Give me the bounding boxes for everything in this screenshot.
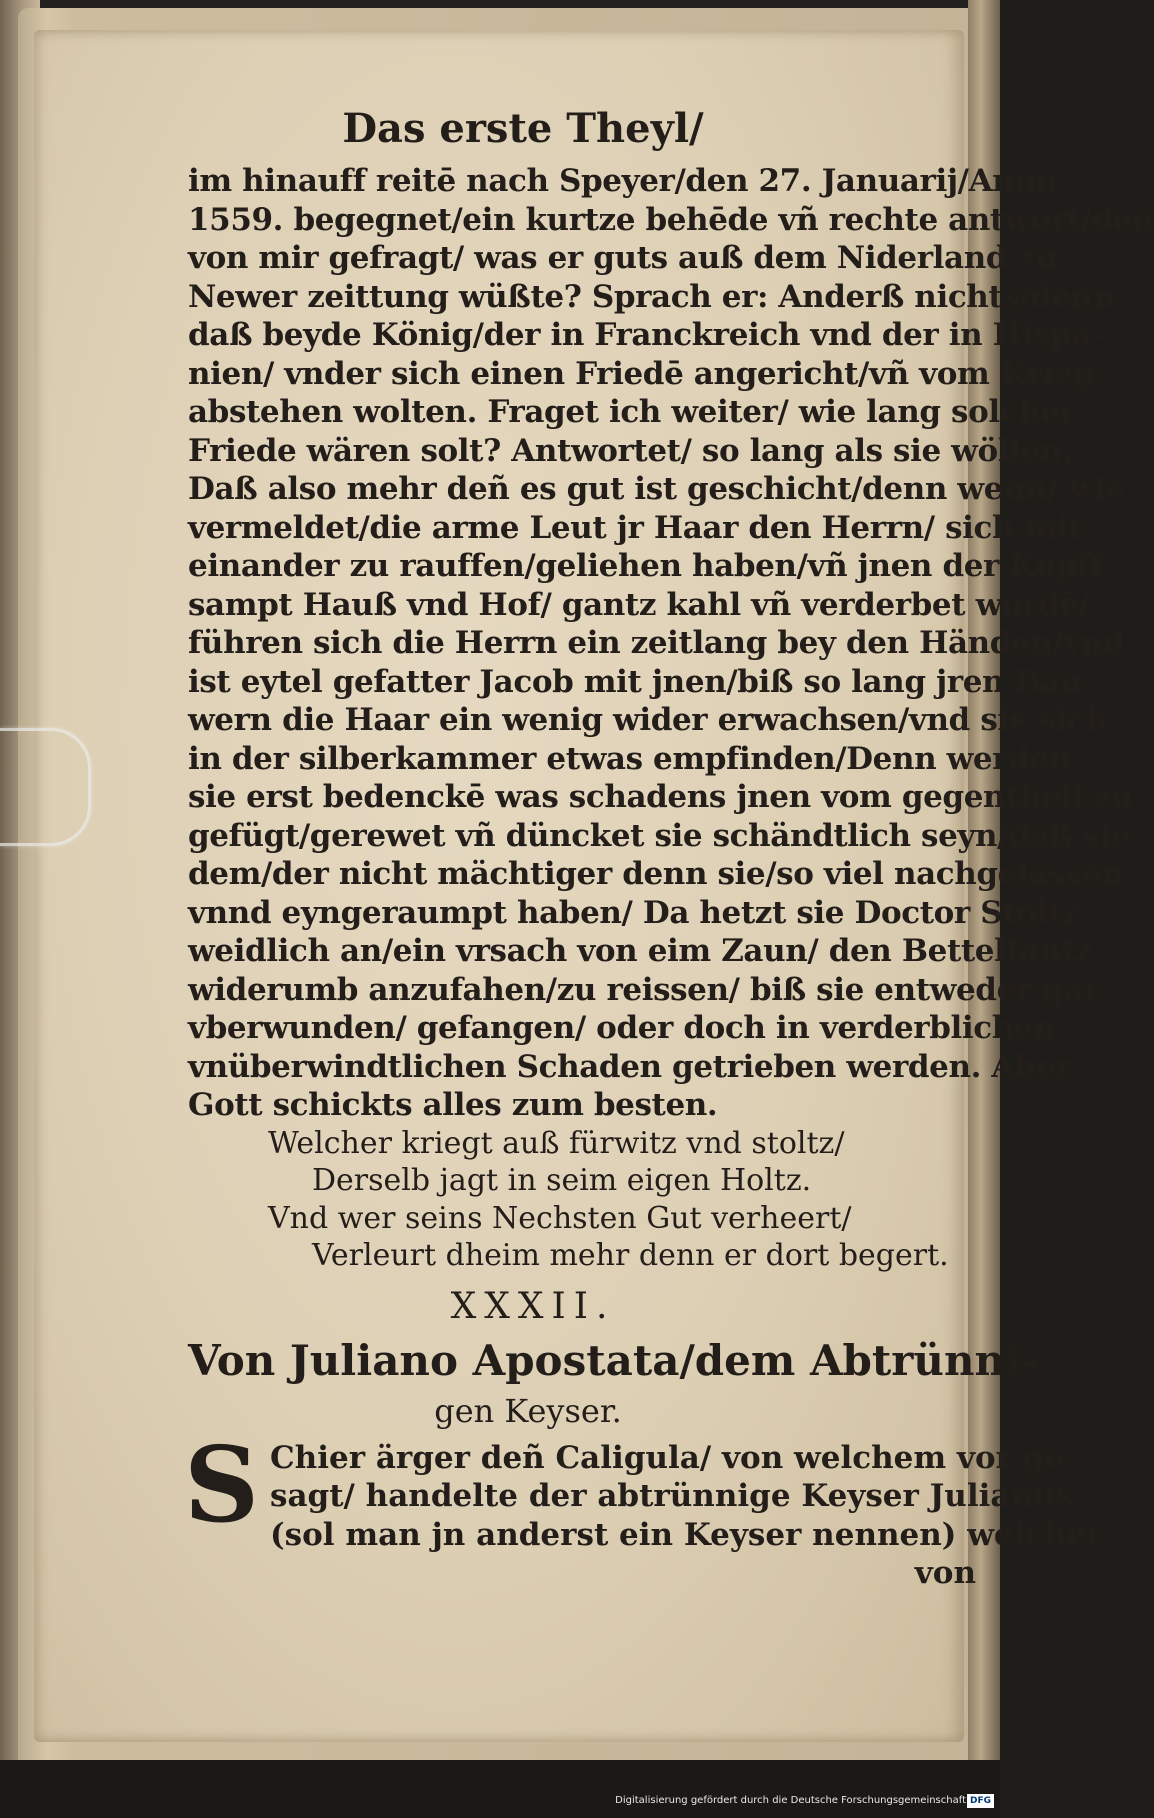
page-text	[184, 100, 1154, 1592]
chapter-title: Von Juliano Apostata/dem Abtrünni-	[188, 1335, 1039, 1385]
text-line: einander zu rauffen/geliehen haben/vñ jnen der Kopff	[188, 548, 1103, 584]
dfg-logo: DFG	[967, 1794, 994, 1808]
text-line: Newer zeittung wüßte? Sprach er: Anderß nichts/denn	[188, 278, 1116, 315]
text-line: ist eytel gefatter Jacob mit jnen/biß so lang jren Bau-	[188, 663, 1095, 700]
text-line: im hinauff reitē nach Speyer/den 27. Januarij/Anno	[188, 163, 1057, 199]
chapter-number: XXXII.	[450, 1285, 616, 1327]
text-line: sampt Hauß vnd Hof/ gantz kahl vñ verderbet wordē/	[188, 586, 1090, 623]
text-line: sie erst bedenckē was schadens jnen vom gegentheil zu	[188, 779, 1134, 815]
text-line: in der silberkammer etwas empfinden/Denn werden	[188, 740, 1071, 777]
verse-line: Vnd wer seins Nechsten Gut verheert/	[268, 1200, 852, 1236]
body-paragraph	[188, 162, 1154, 1125]
text-line: abstehen wolten. Fraget ich weiter/ wie lang solcher	[188, 394, 1076, 430]
verse-block	[188, 1125, 988, 1275]
text-line: vnüberwindtlichen Schaden getrieben werden. Aber	[188, 1048, 1072, 1085]
text-line: Daß also mehr deñ es gut ist geschicht/denn wenn/ wie	[188, 471, 1126, 507]
text-line: Gott schickts alles zum besten.	[188, 1087, 718, 1123]
page-clip	[0, 728, 91, 846]
text-line: weidlich an/ein vrsach von eim Zaun/ den Betteltantz	[188, 933, 1093, 969]
text-line: vberwunden/ gefangen/ oder doch in verderblichen	[188, 1010, 1056, 1046]
running-header: Das erste Theyl/	[342, 105, 704, 152]
verse-line: Derselb jagt in seim eigen Holtz.	[312, 1163, 812, 1198]
text-line: wern die Haar ein wenig wider erwachsen/vnd sie sich	[188, 702, 1108, 738]
text-line: Friede wären solt? Antwortet/ so lang als sie wöllen.	[188, 432, 1073, 469]
text-line: sagt/ handelte der abtrünnige Keyser Julianus	[270, 1478, 1074, 1514]
text-line: widerumb anzufahen/zu reissen/ biß sie entweder gar	[188, 971, 1100, 1008]
catchword: von	[914, 1555, 976, 1591]
verse-line: Verleurt dheim mehr denn er dort begert.	[312, 1238, 949, 1273]
text-line: Chier ärger deñ Caligula/ von welchem vor ge-	[270, 1439, 1078, 1476]
text-line: dem/der nicht mächtiger denn sie/so viel nachgelassen	[188, 856, 1124, 892]
text-line: vermeldet/die arme Leut jr Haar den Herrn/ sich mit	[188, 509, 1083, 546]
text-line: vnnd eyngeraumpt haben/ Da hetzt sie Doctor Stoltz	[188, 894, 1079, 931]
text-line: (sol man jn anderst ein Keyser nennen) welcher	[270, 1516, 1103, 1553]
footer-bar	[0, 1760, 1000, 1818]
verse-line: Welcher kriegt auß fürwitz vnd stoltz/	[268, 1125, 845, 1161]
text-line: 1559. begegnet/ein kurtze behēde vñ rechte antwort/deñ	[188, 201, 1154, 238]
drop-cap-initial: S	[184, 1422, 260, 1546]
text-line: von mir gefragt/ was er guts auß dem Niderland zu	[188, 240, 1057, 276]
text-line: führen sich die Herrn ein zeitlang bey den Händen/vnd	[188, 625, 1125, 661]
text-line: nien/ vnder sich einen Friedē angericht/vñ vom Krieg	[188, 355, 1095, 392]
text-line: daß beyde König/der in Franckreich vnd der in Hispa-	[188, 317, 1104, 353]
chapter-opening-paragraph	[184, 1422, 1103, 1555]
text-line: gefügt/gerewet vñ düncket sie schändtlich seyn/daß sie	[188, 817, 1131, 854]
funding-credit: Digitalisierung gefördert durch die Deutsche Forschungsgemeinschaft	[615, 1795, 966, 1806]
chapter-title-continuation: gen Keyser.	[434, 1391, 622, 1430]
